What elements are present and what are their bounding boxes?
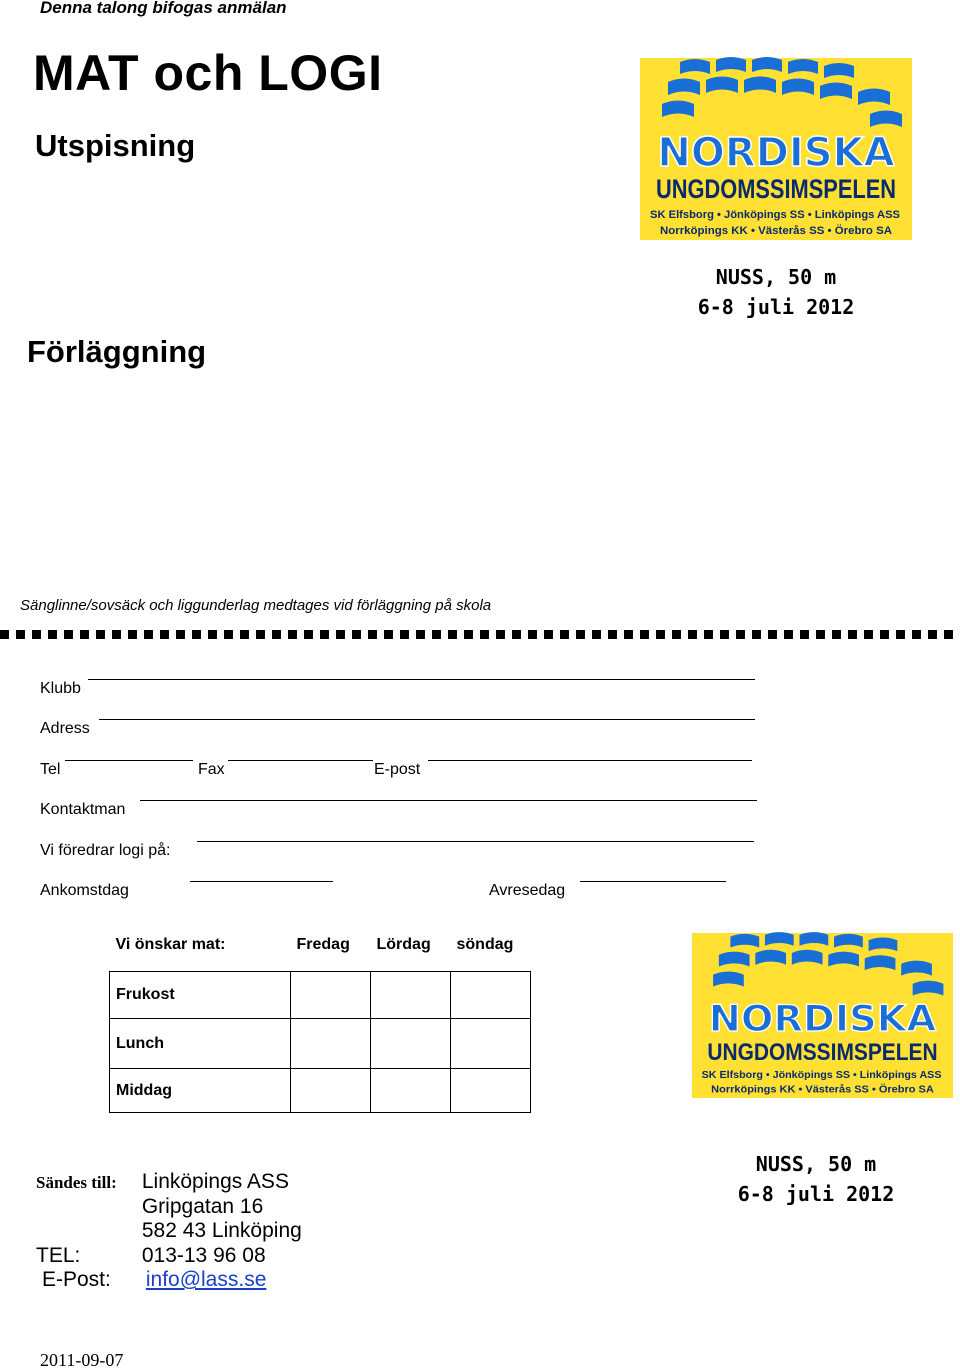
send-to-city: 582 43 Linköping [141, 1219, 302, 1242]
logo-clubs-line1: SK Elfsborg • Jönköpings SS • Linköpings ASS [650, 209, 900, 221]
frukost-lordag-cell[interactable] [371, 972, 451, 1019]
kontaktman-field[interactable] [140, 800, 757, 801]
event-name: NUSS, 50 m [755, 1152, 877, 1176]
send-to-city-row [36, 1219, 302, 1244]
logo-clubs-line2: Norrköpings KK • Västerås SS • Örebro SA [711, 1084, 925, 1096]
kontaktman-label: Kontaktman [40, 801, 126, 818]
table-row [110, 1069, 531, 1113]
send-to-tel: 013-13 96 08 [141, 1243, 266, 1267]
nuss-logo-bottom [692, 933, 953, 1098]
logi-field[interactable] [197, 841, 754, 842]
send-to-org: Linköpings ASS [141, 1170, 289, 1193]
food-header-lordag: Lördag [376, 936, 431, 953]
epost-field[interactable] [428, 760, 752, 761]
adress-field[interactable] [99, 719, 755, 720]
fax-label: Fax [198, 761, 225, 778]
section-forlaggning: Förläggning [27, 334, 207, 369]
klubb-label: Klubb [40, 680, 81, 697]
middag-lordag-cell[interactable] [371, 1069, 451, 1113]
avrese-field[interactable] [580, 881, 726, 882]
table-row [110, 1019, 531, 1069]
frukost-sondag-cell[interactable] [451, 972, 531, 1019]
ankomst-label: Ankomstdag [40, 882, 129, 899]
send-to-street-row [36, 1195, 302, 1220]
meal-middag: Middag [110, 1069, 291, 1113]
send-to-email-row [36, 1268, 302, 1293]
adress-label: Adress [40, 720, 90, 737]
epost-label: E-post [374, 761, 421, 778]
logo-clubs-line1: SK Elfsborg • Jönköpings SS • Linköpings ASS [701, 1070, 942, 1081]
food-table [109, 919, 531, 1113]
event-date: 6-8 juli 2012 [697, 295, 855, 319]
lunch-sondag-cell[interactable] [451, 1019, 531, 1069]
email-label: E-Post: [42, 1268, 111, 1291]
middag-sondag-cell[interactable] [451, 1069, 531, 1113]
meal-frukost: Frukost [110, 972, 291, 1019]
ankomst-field[interactable] [190, 881, 333, 882]
logi-label: Vi föredrar logi på: [40, 842, 171, 859]
tel-label: Tel [40, 761, 61, 778]
logo-word: NORDISKA [657, 130, 895, 176]
middag-fredag-cell[interactable] [291, 1069, 371, 1113]
tel-field[interactable] [65, 760, 193, 761]
cut-line [0, 630, 960, 639]
klubb-field[interactable] [88, 679, 755, 680]
page-title: MAT och LOGI [33, 45, 383, 101]
avrese-label: Avresedag [489, 882, 566, 899]
nuss-logo-image [692, 933, 953, 1098]
section-utspisning: Utspisning [35, 128, 196, 163]
food-header-label: Vi önskar mat: [115, 936, 226, 953]
send-to-label: Sändes till: [36, 1173, 117, 1192]
fax-field[interactable] [228, 760, 373, 761]
logo-tagline: UNGDOMSSIMSPELEN [656, 174, 896, 204]
attach-note: Denna talong bifogas anmälan [40, 0, 287, 17]
frukost-fredag-cell[interactable] [291, 972, 371, 1019]
event-name: NUSS, 50 m [715, 265, 837, 289]
bedding-note: Sänglinne/sovsäck och liggunderlag medtages vid förläggning på skola [20, 597, 492, 614]
table-row [110, 972, 531, 1019]
lunch-lordag-cell[interactable] [371, 1019, 451, 1069]
lunch-fredag-cell[interactable] [291, 1019, 371, 1069]
send-to-address [36, 1170, 302, 1293]
nuss-logo-top [640, 58, 912, 240]
food-header-sondag: söndag [456, 936, 514, 953]
logo-clubs-line2: Norrköpings KK • Västerås SS • Örebro SA [660, 225, 883, 237]
send-to-org-row [36, 1170, 302, 1195]
food-table-header [110, 919, 531, 972]
logo-tagline: UNGDOMSSIMSPELEN [707, 1038, 938, 1066]
send-to-street: Gripgatan 16 [141, 1194, 264, 1218]
email-link[interactable]: info@lass.se [145, 1268, 267, 1291]
tel-label: TEL: [36, 1243, 81, 1267]
footer-date: 2011-09-07 [40, 1350, 124, 1370]
food-header-fredag: Fredag [296, 936, 350, 953]
event-date: 6-8 juli 2012 [737, 1182, 895, 1206]
meal-lunch: Lunch [110, 1019, 291, 1069]
nuss-logo-image [640, 58, 912, 240]
logo-word: NORDISKA [708, 996, 937, 1040]
send-to-tel-row [36, 1244, 302, 1269]
